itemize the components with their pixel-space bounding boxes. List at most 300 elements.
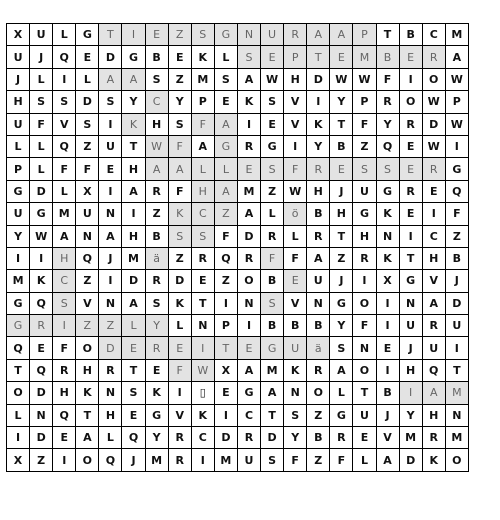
grid-cell[interactable]: E bbox=[261, 113, 284, 135]
grid-cell[interactable]: G bbox=[214, 135, 237, 157]
grid-cell[interactable]: D bbox=[307, 68, 330, 90]
grid-cell[interactable]: Q bbox=[76, 247, 99, 269]
grid-cell[interactable]: Z bbox=[168, 24, 191, 46]
grid-cell[interactable]: Y bbox=[145, 427, 168, 449]
grid-cell[interactable]: A bbox=[422, 292, 445, 314]
grid-cell[interactable]: Q bbox=[99, 449, 122, 471]
grid-cell[interactable]: F bbox=[284, 247, 307, 269]
grid-cell[interactable]: R bbox=[422, 46, 445, 68]
grid-cell[interactable]: B bbox=[145, 46, 168, 68]
grid-cell[interactable]: M bbox=[145, 449, 168, 471]
grid-cell[interactable]: L bbox=[30, 135, 53, 157]
grid-cell[interactable]: E bbox=[76, 46, 99, 68]
grid-cell[interactable]: B bbox=[261, 270, 284, 292]
grid-cell[interactable]: L bbox=[53, 180, 76, 202]
grid-cell[interactable]: F bbox=[53, 337, 76, 359]
grid-cell[interactable]: J bbox=[122, 449, 145, 471]
grid-cell[interactable]: D bbox=[30, 427, 53, 449]
grid-cell[interactable]: C bbox=[191, 203, 214, 225]
grid-cell[interactable]: R bbox=[422, 158, 445, 180]
grid-cell[interactable]: M bbox=[445, 427, 468, 449]
grid-cell[interactable]: B bbox=[261, 315, 284, 337]
grid-cell[interactable]: Z bbox=[330, 247, 353, 269]
grid-cell[interactable]: O bbox=[76, 337, 99, 359]
grid-cell[interactable]: I bbox=[422, 203, 445, 225]
grid-cell[interactable]: L bbox=[30, 68, 53, 90]
grid-cell[interactable]: I bbox=[445, 135, 468, 157]
grid-cell[interactable]: T bbox=[99, 24, 122, 46]
grid-cell[interactable]: C bbox=[53, 270, 76, 292]
grid-cell[interactable]: E bbox=[237, 158, 260, 180]
grid-cell[interactable]: E bbox=[376, 337, 399, 359]
grid-cell[interactable]: L bbox=[214, 46, 237, 68]
grid-cell[interactable]: X bbox=[7, 24, 30, 46]
grid-cell[interactable]: L bbox=[330, 382, 353, 404]
grid-cell[interactable]: Y bbox=[307, 135, 330, 157]
grid-cell[interactable]: R bbox=[237, 247, 260, 269]
grid-cell[interactable]: S bbox=[168, 225, 191, 247]
grid-cell[interactable]: T bbox=[76, 404, 99, 426]
grid-cell[interactable]: L bbox=[53, 24, 76, 46]
grid-cell[interactable]: U bbox=[237, 449, 260, 471]
grid-cell[interactable]: M bbox=[353, 46, 376, 68]
grid-cell[interactable]: U bbox=[7, 46, 30, 68]
grid-cell[interactable]: I bbox=[7, 247, 30, 269]
grid-cell[interactable]: X bbox=[376, 270, 399, 292]
grid-cell[interactable]: G bbox=[7, 180, 30, 202]
grid-cell[interactable]: I bbox=[99, 270, 122, 292]
grid-cell[interactable]: A bbox=[122, 180, 145, 202]
grid-cell[interactable]: C bbox=[237, 404, 260, 426]
grid-cell[interactable]: E bbox=[237, 337, 260, 359]
grid-cell[interactable]: I bbox=[445, 337, 468, 359]
grid-cell[interactable]: L bbox=[284, 225, 307, 247]
grid-cell[interactable]: N bbox=[99, 382, 122, 404]
grid-cell[interactable]: W bbox=[330, 68, 353, 90]
grid-cell[interactable]: L bbox=[214, 158, 237, 180]
grid-cell[interactable]: Y bbox=[330, 91, 353, 113]
grid-cell[interactable]: M bbox=[214, 449, 237, 471]
grid-cell[interactable]: Z bbox=[214, 203, 237, 225]
grid-cell[interactable]: N bbox=[76, 225, 99, 247]
grid-cell[interactable]: R bbox=[261, 225, 284, 247]
grid-cell[interactable]: A bbox=[422, 382, 445, 404]
grid-cell[interactable]: U bbox=[76, 203, 99, 225]
grid-cell[interactable]: L bbox=[7, 404, 30, 426]
grid-cell[interactable]: L bbox=[122, 315, 145, 337]
grid-cell[interactable]: E bbox=[330, 158, 353, 180]
grid-cell[interactable]: N bbox=[307, 292, 330, 314]
grid-cell[interactable]: J bbox=[330, 180, 353, 202]
grid-cell[interactable]: F bbox=[214, 225, 237, 247]
grid-cell[interactable]: J bbox=[330, 270, 353, 292]
grid-cell[interactable]: Z bbox=[30, 449, 53, 471]
grid-cell[interactable]: L bbox=[261, 203, 284, 225]
grid-cell[interactable]: C bbox=[191, 427, 214, 449]
grid-cell[interactable]: I bbox=[168, 382, 191, 404]
grid-cell[interactable]: B bbox=[307, 427, 330, 449]
grid-cell[interactable]: G bbox=[376, 180, 399, 202]
grid-cell[interactable]: Z bbox=[307, 449, 330, 471]
grid-cell[interactable]: V bbox=[76, 292, 99, 314]
grid-cell[interactable]: E bbox=[122, 404, 145, 426]
grid-cell[interactable]: J bbox=[7, 68, 30, 90]
grid-cell[interactable]: S bbox=[261, 91, 284, 113]
grid-cell[interactable]: M bbox=[53, 203, 76, 225]
grid-cell[interactable]: T bbox=[191, 292, 214, 314]
grid-cell[interactable]: E bbox=[168, 337, 191, 359]
grid-cell[interactable]: H bbox=[76, 359, 99, 381]
grid-cell[interactable]: Z bbox=[261, 180, 284, 202]
grid-cell[interactable]: R bbox=[237, 135, 260, 157]
grid-cell[interactable]: W bbox=[30, 225, 53, 247]
grid-cell[interactable]: S bbox=[30, 91, 53, 113]
grid-cell[interactable]: S bbox=[261, 158, 284, 180]
grid-cell[interactable]: S bbox=[76, 113, 99, 135]
grid-cell[interactable]: B bbox=[145, 225, 168, 247]
grid-cell[interactable]: P bbox=[445, 91, 468, 113]
grid-cell[interactable]: I bbox=[353, 270, 376, 292]
grid-cell[interactable]: G bbox=[330, 404, 353, 426]
grid-cell[interactable]: G bbox=[237, 382, 260, 404]
grid-cell[interactable]: F bbox=[168, 135, 191, 157]
grid-cell[interactable]: F bbox=[76, 158, 99, 180]
grid-cell[interactable]: I bbox=[99, 180, 122, 202]
grid-cell[interactable]: Z bbox=[214, 270, 237, 292]
grid-cell[interactable]: E bbox=[399, 158, 422, 180]
grid-cell[interactable]: F bbox=[284, 449, 307, 471]
grid-cell[interactable]: L bbox=[99, 427, 122, 449]
grid-cell[interactable]: R bbox=[307, 225, 330, 247]
grid-cell[interactable]: S bbox=[261, 292, 284, 314]
grid-cell[interactable]: I bbox=[30, 247, 53, 269]
grid-cell[interactable]: S bbox=[353, 158, 376, 180]
grid-cell[interactable]: Q bbox=[7, 337, 30, 359]
grid-cell[interactable]: N bbox=[191, 315, 214, 337]
grid-cell[interactable]: M bbox=[399, 427, 422, 449]
grid-cell[interactable]: R bbox=[237, 427, 260, 449]
grid-cell[interactable]: H bbox=[99, 404, 122, 426]
grid-cell[interactable]: M bbox=[7, 270, 30, 292]
grid-cell[interactable]: S bbox=[168, 113, 191, 135]
grid-cell[interactable]: G bbox=[76, 24, 99, 46]
grid-cell[interactable]: T bbox=[214, 337, 237, 359]
grid-cell[interactable]: L bbox=[30, 158, 53, 180]
grid-cell[interactable]: F bbox=[191, 113, 214, 135]
grid-cell[interactable]: G bbox=[214, 24, 237, 46]
grid-cell[interactable]: U bbox=[284, 337, 307, 359]
grid-cell[interactable]: E bbox=[399, 46, 422, 68]
grid-cell[interactable]: Z bbox=[307, 404, 330, 426]
grid-cell[interactable]: A bbox=[330, 359, 353, 381]
grid-cell[interactable]: Q bbox=[53, 135, 76, 157]
grid-cell[interactable]: E bbox=[191, 270, 214, 292]
grid-cell[interactable]: Y bbox=[330, 315, 353, 337]
grid-cell[interactable]: ä bbox=[307, 337, 330, 359]
grid-cell[interactable]: U bbox=[353, 180, 376, 202]
grid-cell[interactable]: F bbox=[30, 113, 53, 135]
grid-cell[interactable]: W bbox=[422, 91, 445, 113]
grid-cell[interactable]: I bbox=[214, 404, 237, 426]
grid-cell[interactable]: J bbox=[399, 337, 422, 359]
grid-cell[interactable]: U bbox=[261, 24, 284, 46]
grid-cell[interactable]: U bbox=[30, 24, 53, 46]
grid-cell[interactable]: D bbox=[214, 427, 237, 449]
grid-cell[interactable]: S bbox=[122, 382, 145, 404]
grid-cell[interactable]: S bbox=[145, 68, 168, 90]
grid-cell[interactable]: A bbox=[53, 225, 76, 247]
grid-cell[interactable]: B bbox=[307, 203, 330, 225]
grid-cell[interactable]: B bbox=[307, 315, 330, 337]
grid-cell[interactable]: A bbox=[237, 359, 260, 381]
grid-cell[interactable]: Z bbox=[145, 203, 168, 225]
grid-cell[interactable]: F bbox=[353, 315, 376, 337]
grid-cell[interactable]: K bbox=[376, 203, 399, 225]
grid-cell[interactable]: N bbox=[445, 404, 468, 426]
grid-cell[interactable]: W bbox=[353, 68, 376, 90]
grid-cell[interactable]: E bbox=[99, 158, 122, 180]
grid-cell[interactable]: E bbox=[122, 337, 145, 359]
grid-cell[interactable]: N bbox=[399, 292, 422, 314]
grid-cell[interactable]: L bbox=[191, 158, 214, 180]
grid-cell[interactable]: F bbox=[168, 359, 191, 381]
grid-cell[interactable]: Q bbox=[122, 427, 145, 449]
grid-cell[interactable]: G bbox=[261, 337, 284, 359]
grid-cell[interactable]: A bbox=[261, 382, 284, 404]
grid-cell[interactable]: J bbox=[99, 247, 122, 269]
grid-cell[interactable]: E bbox=[168, 46, 191, 68]
grid-cell[interactable]: T bbox=[261, 404, 284, 426]
grid-cell[interactable]: Y bbox=[284, 427, 307, 449]
grid-cell[interactable]: K bbox=[145, 382, 168, 404]
grid-cell[interactable]: Q bbox=[53, 404, 76, 426]
grid-cell[interactable]: W bbox=[191, 359, 214, 381]
grid-cell[interactable]: V bbox=[422, 270, 445, 292]
grid-cell[interactable]: H bbox=[7, 91, 30, 113]
grid-cell[interactable]: E bbox=[145, 359, 168, 381]
grid-cell[interactable]: U bbox=[445, 315, 468, 337]
grid-cell[interactable]: M bbox=[261, 359, 284, 381]
grid-cell[interactable]: G bbox=[7, 292, 30, 314]
grid-cell[interactable]: V bbox=[284, 113, 307, 135]
grid-cell[interactable]: J bbox=[445, 270, 468, 292]
grid-cell[interactable]: I bbox=[284, 135, 307, 157]
grid-cell[interactable]: D bbox=[445, 292, 468, 314]
grid-cell[interactable]: Z bbox=[99, 315, 122, 337]
grid-cell[interactable]: V bbox=[376, 427, 399, 449]
grid-cell[interactable]: Y bbox=[122, 91, 145, 113]
grid-cell[interactable]: K bbox=[122, 113, 145, 135]
grid-cell[interactable]: R bbox=[145, 180, 168, 202]
grid-cell[interactable]: T bbox=[330, 225, 353, 247]
grid-cell[interactable]: R bbox=[145, 270, 168, 292]
grid-cell[interactable]: A bbox=[99, 225, 122, 247]
grid-cell[interactable]: Z bbox=[76, 135, 99, 157]
grid-cell[interactable]: R bbox=[191, 247, 214, 269]
grid-cell[interactable]: P bbox=[191, 91, 214, 113]
grid-cell[interactable]: P bbox=[353, 91, 376, 113]
grid-cell[interactable]: T bbox=[376, 24, 399, 46]
grid-cell[interactable]: G bbox=[122, 46, 145, 68]
grid-cell[interactable]: A bbox=[122, 292, 145, 314]
grid-cell[interactable]: R bbox=[376, 91, 399, 113]
grid-cell[interactable]: R bbox=[399, 180, 422, 202]
grid-cell[interactable]: M bbox=[122, 247, 145, 269]
grid-cell[interactable]: H bbox=[145, 113, 168, 135]
grid-cell[interactable]: G bbox=[261, 135, 284, 157]
grid-cell[interactable]: R bbox=[53, 359, 76, 381]
grid-cell[interactable]: T bbox=[122, 359, 145, 381]
grid-cell[interactable]: Y bbox=[376, 113, 399, 135]
grid-cell[interactable]: H bbox=[122, 225, 145, 247]
grid-cell[interactable]: I bbox=[237, 113, 260, 135]
grid-cell[interactable]: S bbox=[191, 24, 214, 46]
grid-cell[interactable]: R bbox=[145, 337, 168, 359]
grid-cell[interactable]: A bbox=[76, 427, 99, 449]
grid-cell[interactable]: E bbox=[261, 46, 284, 68]
grid-cell[interactable]: G bbox=[7, 315, 30, 337]
grid-cell[interactable]: S bbox=[53, 91, 76, 113]
grid-cell[interactable]: O bbox=[353, 359, 376, 381]
grid-cell[interactable]: A bbox=[122, 68, 145, 90]
grid-cell[interactable]: R bbox=[30, 315, 53, 337]
grid-cell[interactable]: L bbox=[76, 68, 99, 90]
grid-cell[interactable]: U bbox=[399, 315, 422, 337]
grid-cell[interactable]: I bbox=[237, 315, 260, 337]
grid-cell[interactable]: A bbox=[214, 113, 237, 135]
grid-cell[interactable]: K bbox=[168, 292, 191, 314]
grid-cell[interactable]: R bbox=[307, 158, 330, 180]
grid-cell[interactable]: U bbox=[307, 270, 330, 292]
grid-cell[interactable]: J bbox=[376, 404, 399, 426]
grid-cell[interactable]: O bbox=[353, 292, 376, 314]
grid-cell[interactable]: T bbox=[399, 247, 422, 269]
grid-cell[interactable]: O bbox=[7, 382, 30, 404]
grid-cell[interactable]: S bbox=[191, 225, 214, 247]
grid-cell[interactable]: T bbox=[353, 382, 376, 404]
grid-cell[interactable]: H bbox=[191, 180, 214, 202]
grid-cell[interactable]: G bbox=[30, 203, 53, 225]
grid-cell[interactable]: R bbox=[422, 315, 445, 337]
grid-cell[interactable]: G bbox=[399, 270, 422, 292]
grid-cell[interactable]: M bbox=[237, 180, 260, 202]
grid-cell[interactable]: I bbox=[122, 24, 145, 46]
grid-cell[interactable]: N bbox=[284, 382, 307, 404]
grid-cell[interactable]: F bbox=[261, 247, 284, 269]
grid-cell[interactable]: E bbox=[53, 427, 76, 449]
grid-cell[interactable]: Y bbox=[168, 91, 191, 113]
grid-cell[interactable]: B bbox=[376, 382, 399, 404]
grid-cell[interactable]: Q bbox=[30, 359, 53, 381]
grid-cell[interactable]: P bbox=[7, 158, 30, 180]
grid-cell[interactable]: E bbox=[30, 337, 53, 359]
grid-cell[interactable]: K bbox=[30, 270, 53, 292]
grid-cell[interactable]: U bbox=[353, 404, 376, 426]
grid-cell[interactable]: S bbox=[145, 292, 168, 314]
grid-cell[interactable]: H bbox=[307, 180, 330, 202]
grid-cell[interactable]: W bbox=[445, 113, 468, 135]
grid-cell[interactable]: Y bbox=[7, 225, 30, 247]
grid-cell[interactable]: Q bbox=[53, 46, 76, 68]
grid-cell[interactable]: E bbox=[399, 203, 422, 225]
grid-cell[interactable]: R bbox=[330, 427, 353, 449]
grid-cell[interactable]: I bbox=[376, 359, 399, 381]
grid-cell[interactable]: I bbox=[7, 427, 30, 449]
grid-cell[interactable]: I bbox=[399, 382, 422, 404]
grid-cell[interactable]: S bbox=[99, 91, 122, 113]
grid-cell[interactable]: W bbox=[284, 180, 307, 202]
grid-cell[interactable]: K bbox=[168, 203, 191, 225]
grid-cell[interactable]: N bbox=[353, 337, 376, 359]
grid-cell[interactable]: A bbox=[330, 24, 353, 46]
grid-cell[interactable]: N bbox=[99, 292, 122, 314]
grid-cell[interactable]: E bbox=[353, 427, 376, 449]
grid-cell[interactable]: I bbox=[376, 292, 399, 314]
grid-cell[interactable]: D bbox=[76, 91, 99, 113]
grid-cell[interactable]: I bbox=[191, 449, 214, 471]
grid-cell[interactable]: Z bbox=[76, 270, 99, 292]
grid-cell[interactable]: H bbox=[284, 68, 307, 90]
grid-cell[interactable]: C bbox=[145, 91, 168, 113]
grid-cell[interactable]: O bbox=[237, 270, 260, 292]
grid-cell[interactable]: S bbox=[376, 158, 399, 180]
grid-cell[interactable]: A bbox=[445, 46, 468, 68]
grid-cell[interactable]: H bbox=[422, 247, 445, 269]
grid-cell[interactable]: A bbox=[307, 247, 330, 269]
grid-cell[interactable]: D bbox=[422, 113, 445, 135]
grid-cell[interactable]: P bbox=[284, 46, 307, 68]
grid-cell[interactable]: S bbox=[261, 449, 284, 471]
grid-cell[interactable]: Q bbox=[214, 247, 237, 269]
grid-cell[interactable]: ä bbox=[145, 247, 168, 269]
grid-cell[interactable]: U bbox=[7, 113, 30, 135]
grid-cell[interactable]: V bbox=[168, 404, 191, 426]
grid-cell[interactable]: I bbox=[214, 292, 237, 314]
grid-cell[interactable]: I bbox=[399, 225, 422, 247]
grid-cell[interactable]: E bbox=[214, 382, 237, 404]
grid-cell[interactable]: D bbox=[122, 270, 145, 292]
grid-cell[interactable]: I bbox=[122, 203, 145, 225]
grid-cell[interactable]: E bbox=[214, 91, 237, 113]
grid-cell[interactable]: ö bbox=[284, 203, 307, 225]
grid-cell[interactable]: F bbox=[330, 449, 353, 471]
grid-cell[interactable]: Z bbox=[168, 68, 191, 90]
grid-cell[interactable]: K bbox=[76, 382, 99, 404]
grid-cell[interactable]: I bbox=[53, 315, 76, 337]
grid-cell[interactable]: R bbox=[353, 247, 376, 269]
grid-cell[interactable]: X bbox=[7, 449, 30, 471]
grid-cell[interactable]: H bbox=[330, 203, 353, 225]
grid-cell[interactable]: R bbox=[168, 449, 191, 471]
grid-cell[interactable]: T bbox=[330, 113, 353, 135]
grid-cell[interactable]: P bbox=[353, 24, 376, 46]
grid-cell[interactable]: I bbox=[191, 337, 214, 359]
grid-cell[interactable]: I bbox=[53, 68, 76, 90]
grid-cell[interactable]: K bbox=[422, 449, 445, 471]
grid-cell[interactable]: B bbox=[284, 315, 307, 337]
grid-cell[interactable]: A bbox=[237, 68, 260, 90]
grid-cell[interactable]: F bbox=[353, 113, 376, 135]
grid-cell[interactable]: W bbox=[422, 135, 445, 157]
grid-cell[interactable]: F bbox=[53, 158, 76, 180]
grid-cell[interactable]: Y bbox=[145, 315, 168, 337]
grid-cell[interactable]: N bbox=[376, 225, 399, 247]
grid-cell[interactable]: A bbox=[168, 158, 191, 180]
grid-cell[interactable]: F bbox=[376, 68, 399, 90]
grid-cell[interactable]: U bbox=[7, 203, 30, 225]
grid-cell[interactable]: T bbox=[7, 359, 30, 381]
grid-cell[interactable]: R bbox=[99, 359, 122, 381]
